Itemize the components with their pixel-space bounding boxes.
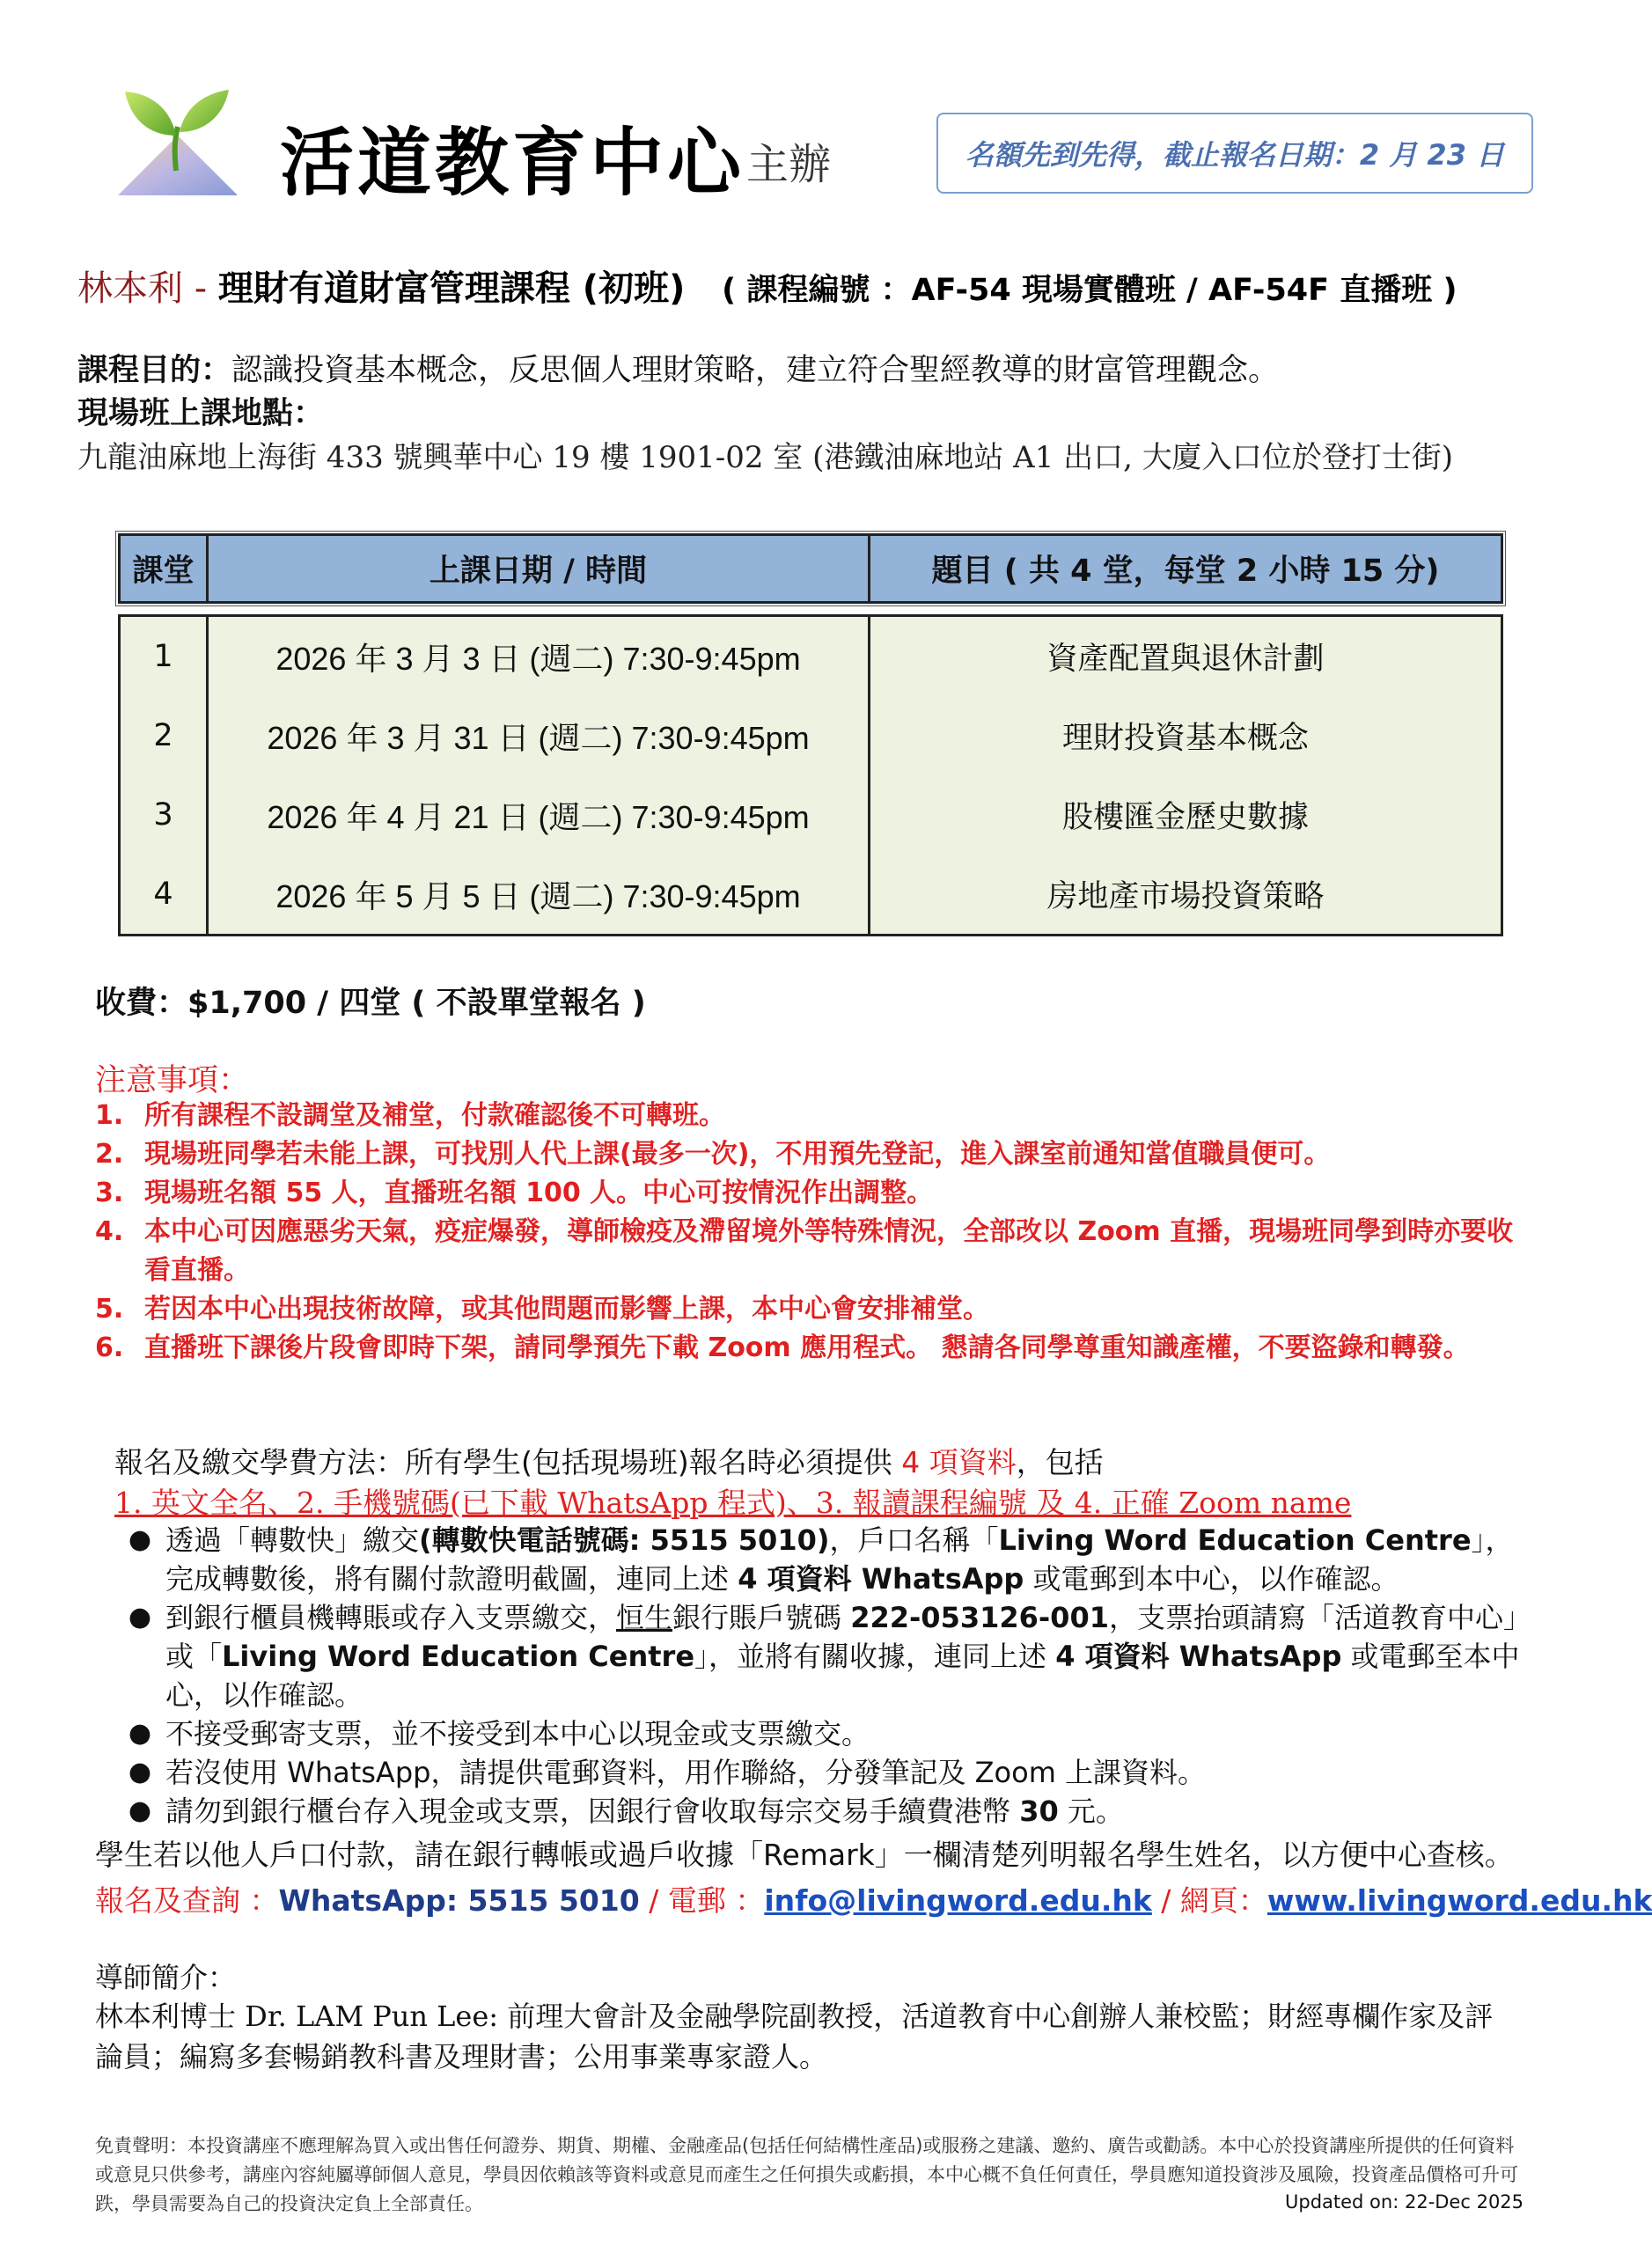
purpose-text: 認識投資基本概念，反思個人理財策略，建立符合聖經教導的財富管理觀念。	[231, 353, 1280, 388]
payment-fps: 透過「轉數快」繳交(轉數快電話號碼: 5515 5010)，戶口名稱「Living Word Education Centre」，完成轉數後，將有關付款證明截圖，連同上述 4 項資料 WhatsApp 或電郵到本中心，以作確認。	[165, 1523, 1514, 1596]
note-text: 現場班名額 55 人，直播班名額 100 人。中心可按情況作出調整。	[144, 1178, 934, 1208]
lesson-date: 2026 年 3 月 3 日 (週二) 7:30-9:45pm	[209, 617, 870, 696]
course-purpose	[77, 346, 1279, 390]
payment-note: 若沒使用 WhatsApp，請提供電郵資料，用作聯絡，分發筆記及 Zoom 上課資料。	[165, 1756, 1207, 1789]
note-text: 本中心可因應惡劣天氣，疫症爆發，導師檢疫及滯留境外等特殊情況，全部改以 Zoom 直播，現場班同學到時亦要收看直播。	[144, 1216, 1514, 1286]
note-text: 所有課程不設調堂及補堂，付款確認後不可轉班。	[144, 1100, 725, 1131]
lesson-topic: 理財投資基本概念	[1061, 721, 1309, 756]
table-header	[118, 533, 1503, 604]
registration-required-info: 1. 英文全名、2. 手機號碼(已下載 WhatsApp 程式)、3. 報讀課程編號 及 4. 正確 Zoom name	[114, 1486, 1352, 1520]
lesson-number: 4	[121, 855, 209, 934]
tutor-name: 林本利博士 Dr. LAM Pun Lee:	[95, 2000, 508, 2033]
payment-methods	[114, 1521, 1531, 1831]
deadline-box	[936, 113, 1533, 194]
email-link[interactable]: info@livingword.edu.hk	[764, 1883, 1152, 1918]
bullet-icon: ●	[128, 1757, 152, 1787]
lesson-number: 1	[121, 617, 209, 696]
note-text: 若因本中心出現技術故障，或其他問題而影響上課，本中心會安排補堂。	[144, 1294, 989, 1325]
registration-intro-highlight: 4 項資料	[901, 1445, 1017, 1479]
whatsapp-contact: WhatsApp: 5515 5010	[278, 1883, 640, 1918]
bullet-icon: ●	[128, 1524, 152, 1555]
course-title-name: 理財有道財富管理課程 (初班)	[217, 268, 686, 309]
note-number: 5.	[95, 1294, 124, 1325]
website-link[interactable]: www.livingword.edu.hk	[1267, 1883, 1652, 1918]
list-item	[114, 1521, 1531, 1598]
disclaimer: 免責聲明：本投資講座不應理解為買入或出售任何證券、期貨、期權、金融產品(包括任何結構性產品)或服務之建議、邀約、廣告或勸誘。本中心於投資講座所提供的任何資料或意見只供參考，講座內容純屬導師個人意見，學員因依賴該等資料或意見而產生之任何損失或虧損，本中心概不負任何責任，學員應知道投資涉及風險，投資產品價格可升可跌，學員需要為自己的投資決定負上全部責任。	[95, 2135, 1518, 2214]
table-row	[121, 775, 1501, 855]
list-item	[95, 1135, 1521, 1174]
lesson-topic: 股樓匯金歷史數據	[1061, 800, 1309, 835]
payer-note: 學生若以他人戶口付款，請在銀行轉帳或過戶收據「Remark」一欄清楚列明報名學生姓名，以方便中心查核。	[95, 1838, 1514, 1872]
separator: /	[639, 1883, 668, 1918]
list-item	[114, 1753, 1531, 1792]
lesson-date: 2026 年 3 月 31 日 (週二) 7:30-9:45pm	[209, 696, 870, 775]
note-number: 2.	[95, 1139, 124, 1170]
table-body	[118, 614, 1503, 936]
payment-note: 請勿到銀行櫃台存入現金或支票，因銀行會收取每宗交易手續費港幣 30 元。	[165, 1794, 1124, 1828]
list-item	[114, 1792, 1531, 1831]
lesson-date: 2026 年 4 月 21 日 (週二) 7:30-9:45pm	[209, 775, 870, 855]
venue-label: 現場班上課地點：	[77, 396, 325, 431]
lesson-topic: 房地產市場投資策略	[1046, 879, 1325, 914]
list-item	[95, 1290, 1521, 1329]
registration-intro	[114, 1440, 1104, 1481]
list-item	[95, 1174, 1521, 1213]
note-text: 現場班同學若未能上課，可找別人代上課(最多一次)，不用預先登記，進入課室前通知當值職員便可。	[144, 1139, 1331, 1170]
purpose-label: 課程目的：	[77, 353, 232, 388]
deadline-text: 名額先到先得，截止報名日期：2 月 23 日	[965, 138, 1505, 172]
organizer-label: 主辦	[746, 140, 832, 189]
note-number: 4.	[95, 1216, 124, 1247]
table-row	[121, 855, 1501, 934]
lesson-number: 3	[121, 775, 209, 855]
note-text: 直播班下課後片段會即時下架，請同學預先下載 Zoom 應用程式。 懇請各同學尊重知識產權，不要盜錄和轉發。	[144, 1332, 1470, 1363]
lesson-topic: 資產配置與退休計劃	[1046, 642, 1325, 677]
notes-list	[95, 1097, 1521, 1368]
logo	[113, 74, 243, 199]
list-item	[114, 1598, 1531, 1714]
updated-date: Updated on: 22-Dec 2025	[1285, 2191, 1524, 2213]
bullet-icon: ●	[128, 1718, 152, 1749]
lesson-number: 2	[121, 696, 209, 775]
separator: /	[1151, 1883, 1180, 1918]
list-item	[95, 1329, 1521, 1368]
bullet-icon: ●	[128, 1602, 152, 1633]
tutor-label: 導師簡介：	[95, 1961, 237, 1994]
header-date: 上課日期 / 時間	[209, 536, 870, 601]
tutor-description	[95, 1996, 1521, 2077]
fee: 收費：$1,700 / 四堂 ( 不設單堂報名 )	[95, 986, 646, 1021]
notes-title: 注意事項：	[95, 1063, 250, 1098]
header-topic: 題目 ( 共 4 堂，每堂 2 小時 15 分)	[931, 554, 1440, 589]
list-item	[95, 1097, 1521, 1135]
bullet-icon: ●	[128, 1795, 152, 1826]
course-title	[77, 261, 1574, 311]
schedule-table	[118, 533, 1503, 936]
website-label: 網頁：	[1179, 1883, 1267, 1918]
organization-name: 活道教育中心	[280, 119, 745, 206]
table-row	[121, 617, 1501, 696]
registration-intro-suffix: ，包括	[1016, 1445, 1104, 1479]
course-code: ( 課程編號 ：AF-54 現場實體班 / AF-54F 直播班 )	[722, 273, 1457, 308]
note-number: 1.	[95, 1100, 124, 1131]
venue-address: 九龍油麻地上海街 433 號興華中心 19 樓 1901-02 室 (港鐵油麻地站 A1 出口, 大廈入口位於登打士街)	[77, 440, 1454, 475]
table-row	[121, 696, 1501, 775]
note-number: 3.	[95, 1178, 124, 1208]
email-label: 電郵 ：	[667, 1883, 765, 1918]
note-number: 6.	[95, 1332, 124, 1363]
payment-note: 不接受郵寄支票，並不接受到本中心以現金或支票繳交。	[165, 1717, 870, 1750]
tutor-bio: 前理大會計及金融學院副教授，活道教育中心創辦人兼校監；財經專欄作家及評論員；編寫多套暢銷教科書及理財書；公用事業專家證人。	[95, 2000, 1494, 2073]
list-item	[95, 1213, 1521, 1290]
course-title-tutor: 林本利 -	[77, 268, 218, 309]
list-item	[114, 1714, 1531, 1753]
registration-intro-text: 報名及繳交學費方法：所有學生(包括現場班)報名時必須提供	[114, 1445, 902, 1479]
payment-bank: 到銀行櫃員機轉賬或存入支票繳交，恒生銀行賬戶號碼 222-053126-001，支票抬頭請寫「活道教育中心」或「Living Word Education Centre」，並將有關收據，連同上述 4 項資料 WhatsApp 或電郵至本中心，以作確認。	[165, 1601, 1531, 1712]
lesson-date: 2026 年 5 月 5 日 (週二) 7:30-9:45pm	[209, 855, 870, 934]
header-lesson: 課堂	[121, 536, 209, 601]
enquiry-line	[95, 1878, 1652, 1919]
enquiry-label: 報名及查詢 ：	[95, 1883, 279, 1918]
